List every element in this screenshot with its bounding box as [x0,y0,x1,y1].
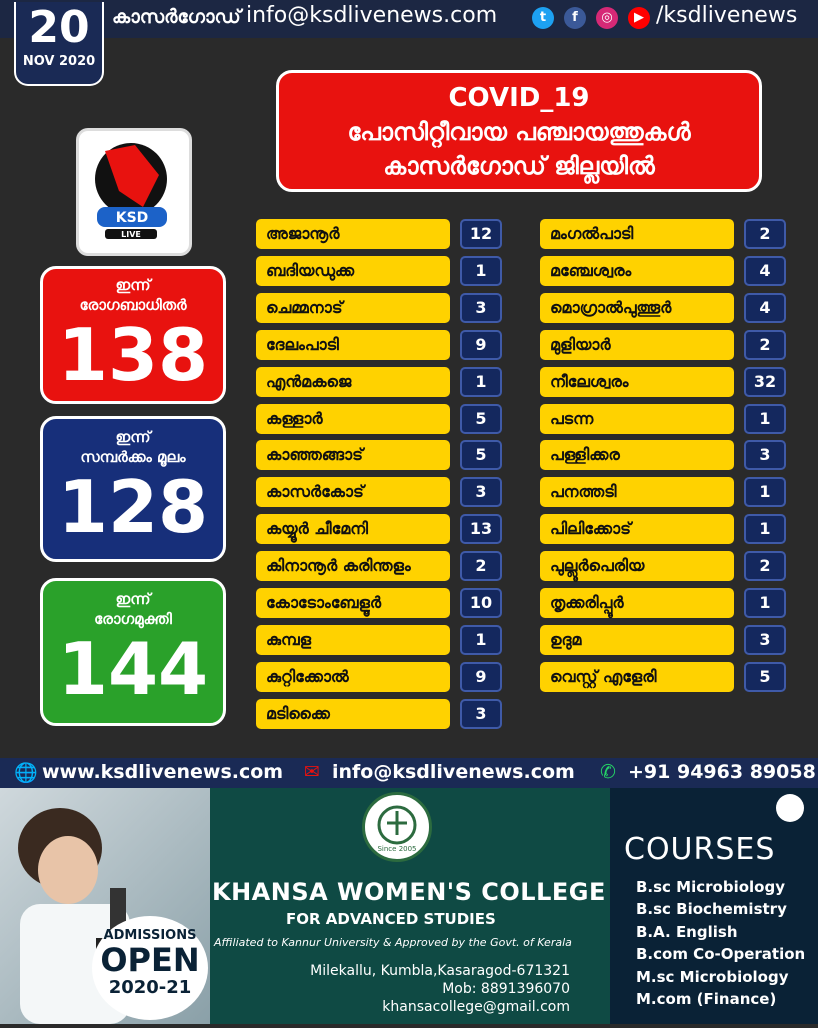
panchayat-name: എൻമകജെ [256,367,450,397]
panchayat-count: 10 [460,588,502,618]
panchayat-count: 13 [460,514,502,544]
title-line-2: പോസിറ്റീവായ പഞ്ചായത്തുകൾ [347,118,691,146]
panchayat-name: പള്ളിക്കര [540,440,734,470]
small-seal-icon [776,794,804,822]
panchayat-name: മുളിയാർ [540,330,734,360]
panchayat-name: ഉദുമ [540,625,734,655]
course-item: B.sc Biochemistry [636,900,787,919]
college-affiliation: Affiliated to Kannur University & Approved by the Govt. of Kerala [214,936,572,949]
date-day: 20 [28,2,90,53]
panchayat-name: മഞ്ചേശ്വരം [540,256,734,286]
admission-line-3: 2020-21 [108,977,192,998]
panchayat-count: 3 [744,625,786,655]
contact-label-1: ഇന്ന് [115,428,151,446]
panchayat-name: ചെമ്മനാട് [256,293,450,323]
course-item: B.A. English [636,922,738,941]
course-item: M.sc Microbiology [636,967,789,986]
title-banner [276,70,762,192]
panchayat-name: മംഗൽപാടി [540,219,734,249]
panchayat-count: 2 [744,330,786,360]
panchayat-count: 2 [460,551,502,581]
recovered-box [40,578,226,726]
logo-subtext: LIVE [121,230,141,239]
panchayat-name: പുല്ലൂർപെരിയ [540,551,734,581]
panchayat-name: കിനാനൂർ കരിന്തളം [256,551,450,581]
college-email: khansacollege@gmail.com [382,999,570,1015]
contact-count: 128 [57,465,209,549]
panchayat-count: 1 [744,404,786,434]
panchayat-name: കുമ്പള [256,625,450,655]
courses-title: COURSES [624,832,776,867]
panchayat-name: കള്ളാർ [256,404,450,434]
title-line-1: COVID_19 [448,83,590,113]
panchayat-count: 32 [744,367,786,397]
panchayat-count: 1 [744,514,786,544]
panchayat-count: 3 [460,477,502,507]
positive-label-2: രോഗബാധിതർ [79,296,187,314]
admissions-badge [92,916,208,1020]
panchayat-count: 9 [460,330,502,360]
panchayat-name: മൊഗ്രാൽപുത്തൂർ [540,293,734,323]
positive-label-1: ഇന്ന് [115,276,151,294]
ksd-live-logo [76,128,192,256]
panchayat-count: 4 [744,293,786,323]
twitter-icon[interactable]: t [532,7,554,29]
panchayat-count: 1 [460,367,502,397]
contact-label-2: സമ്പർക്കം മൂലം [80,448,186,466]
panchayat-count: 3 [460,293,502,323]
college-seal [362,792,432,862]
date-badge [14,2,104,86]
date-month: NOV 2020 [22,54,96,69]
title-line-3: കാസർഗോഡ് ജില്ലയിൽ [383,152,655,180]
panchayat-name: നീലേശ്വരം [540,367,734,397]
header-email[interactable]: info@ksdlivenews.com [246,3,498,28]
panchayat-count: 1 [744,588,786,618]
panchayat-count: 1 [744,477,786,507]
college-address-block [300,962,570,1016]
panchayat-name: പനത്തടി [540,477,734,507]
contact-bar [0,758,818,788]
contact-cases-box [40,416,226,562]
panchayat-name: ദേലംപാടി [256,330,450,360]
seal-text: Since 2005 [377,845,417,853]
contact-phone[interactable]: +91 94963 89058 [628,761,816,783]
positive-count: 138 [57,313,209,397]
facebook-icon[interactable]: f [564,7,586,29]
instagram-icon[interactable]: ◎ [596,7,618,29]
panchayat-name: മടിക്കൈ [256,699,450,729]
panchayat-name: പിലിക്കോട് [540,514,734,544]
recovered-count: 144 [57,627,209,711]
recovered-label-1: ഇന്ന് [115,590,151,608]
mail-icon: ✉ [304,761,320,783]
panchayat-count: 2 [744,219,786,249]
panchayat-count: 5 [744,662,786,692]
course-item: B.sc Microbiology [636,878,785,896]
college-mobile: Mob: 8891396070 [442,981,570,997]
college-subtitle: FOR ADVANCED STUDIES [286,910,496,928]
panchayat-name: കാസർകോട് [256,477,450,507]
social-handle[interactable]: /ksdlivenews [656,3,798,28]
whatsapp-icon: ✆ [600,761,616,783]
panchayat-name: പടന്ന [540,404,734,434]
panchayat-count: 2 [744,551,786,581]
panchayat-count: 3 [744,440,786,470]
course-item: B.com Co-Operation [636,945,806,964]
positive-cases-box [40,266,226,404]
panchayat-name: കയ്യൂർ ചീമേനി [256,514,450,544]
panchayat-count: 9 [460,662,502,692]
youtube-icon[interactable]: ▶ [628,7,650,29]
admission-line-1: ADMISSIONS [103,928,197,943]
panchayat-name: കോടോംബേളൂർ [256,588,450,618]
panchayat-name: വെസ്റ്റ് എളേരി [540,662,734,692]
courses-list [636,876,805,1010]
panchayat-count: 4 [744,256,786,286]
panchayat-count: 1 [460,625,502,655]
district-label: കാസർഗോഡ് [112,6,241,28]
logo-text: KSD [115,210,149,226]
panchayat-name: തൃക്കരിപ്പൂർ [540,588,734,618]
panchayat-name: ബദിയഡുക്ക [256,256,450,286]
admission-line-2: OPEN [100,941,200,979]
college-address: Milekallu, Kumbla,Kasaragod-671321 [310,963,570,979]
website-link[interactable]: www.ksdlivenews.com [42,761,284,783]
panchayat-count: 3 [460,699,502,729]
panchayat-count: 1 [460,256,502,286]
panchayat-count: 5 [460,440,502,470]
panchayat-name: കുറ്റിക്കോൽ [256,662,450,692]
globe-icon: 🌐 [14,762,38,784]
panchayat-count: 5 [460,404,502,434]
college-name: KHANSA WOMEN'S COLLEGE [212,878,606,906]
recovered-label-2: രോഗമുക്തി [94,610,172,628]
panchayat-count: 12 [460,219,502,249]
panchayat-name: അജാനൂർ [256,219,450,249]
course-item: M.com (Finance) [636,990,777,1009]
contact-email[interactable]: info@ksdlivenews.com [332,761,575,783]
panchayat-name: കാഞ്ഞങ്ങാട് [256,440,450,470]
